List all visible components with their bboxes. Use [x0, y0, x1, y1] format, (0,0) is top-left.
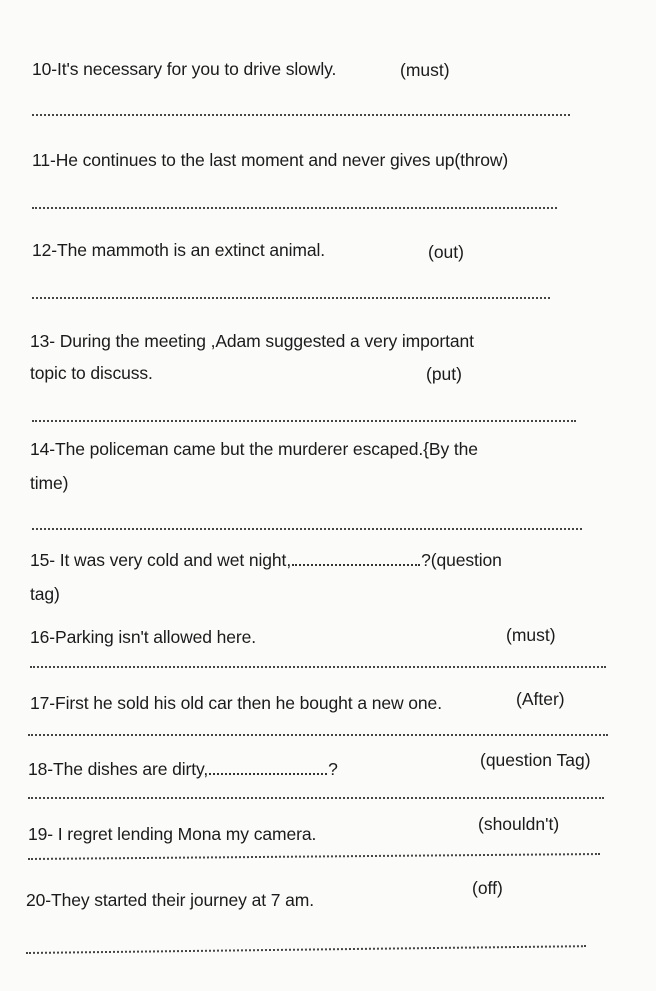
- question-number: 14-: [30, 439, 55, 459]
- question-text: The policeman came but the murderer escaped.{By the: [55, 439, 478, 459]
- question-17-hint: (After): [516, 689, 565, 709]
- question-20-hint: (off): [472, 878, 503, 898]
- question-16: [30, 624, 256, 650]
- question-number: 20-: [26, 890, 51, 910]
- question-number: 12-: [32, 240, 57, 260]
- question-text-after: ?: [328, 759, 338, 779]
- answer-line-14[interactable]: [32, 528, 582, 530]
- question-text: It's necessary for you to drive slowly.: [57, 59, 337, 79]
- question-16-hint: (must): [506, 625, 556, 645]
- answer-line-10[interactable]: [32, 114, 570, 116]
- answer-line-11[interactable]: [32, 207, 557, 209]
- question-18-hint: (question Tag): [480, 750, 591, 770]
- inline-answer-blank[interactable]: [209, 772, 327, 775]
- question-13-line2: topic to discuss.: [30, 363, 153, 383]
- question-15: [30, 547, 502, 573]
- inline-answer-blank[interactable]: [292, 563, 420, 566]
- question-text: The dishes are dirty,: [53, 759, 209, 779]
- question-text: The mammoth is an extinct animal.: [57, 240, 326, 260]
- question-14-line2: time): [30, 473, 69, 493]
- question-number: 11-: [32, 150, 56, 170]
- question-text: Parking isn't allowed here.: [55, 627, 257, 647]
- question-text: First he sold his old car then he bought a new one.: [55, 693, 442, 713]
- question-19: [28, 821, 316, 847]
- question-number: 17-: [30, 693, 55, 713]
- question-number: 16-: [30, 627, 55, 647]
- question-text: I regret lending Mona my camera.: [53, 824, 317, 844]
- question-number: 15-: [30, 550, 55, 570]
- answer-line-20[interactable]: [26, 945, 586, 954]
- question-text: It was very cold and wet night,: [55, 550, 292, 570]
- question-number: 19-: [28, 824, 53, 844]
- question-text-after: ?(question: [421, 550, 502, 570]
- answer-line-16[interactable]: [30, 666, 606, 668]
- question-14: [30, 436, 478, 462]
- answer-line-13[interactable]: [32, 420, 576, 422]
- question-17: [30, 690, 442, 716]
- answer-line-17[interactable]: [28, 734, 608, 736]
- question-number: 18-: [28, 759, 53, 779]
- question-text: They started their journey at 7 am.: [51, 890, 315, 910]
- question-19-hint: (shouldn't): [478, 814, 560, 834]
- question-13: [30, 328, 474, 354]
- question-text: He continues to the last moment and never gives up(throw): [55, 150, 509, 170]
- answer-line-12[interactable]: [32, 297, 550, 299]
- question-number: 10-: [32, 59, 57, 79]
- question-11: [32, 147, 508, 173]
- question-20: [26, 887, 314, 913]
- question-12: [32, 237, 325, 263]
- answer-line-19[interactable]: [28, 853, 600, 860]
- question-12-hint: (out): [428, 242, 464, 262]
- question-10: [32, 56, 336, 82]
- question-10-hint: (must): [400, 60, 450, 80]
- question-15-line2: tag): [30, 584, 60, 604]
- question-text: During the meeting ,Adam suggested a very important: [55, 331, 474, 351]
- question-number: 13-: [30, 331, 55, 351]
- question-13-hint: (put): [426, 364, 462, 384]
- answer-line-18[interactable]: [28, 797, 604, 799]
- question-18: [28, 756, 338, 782]
